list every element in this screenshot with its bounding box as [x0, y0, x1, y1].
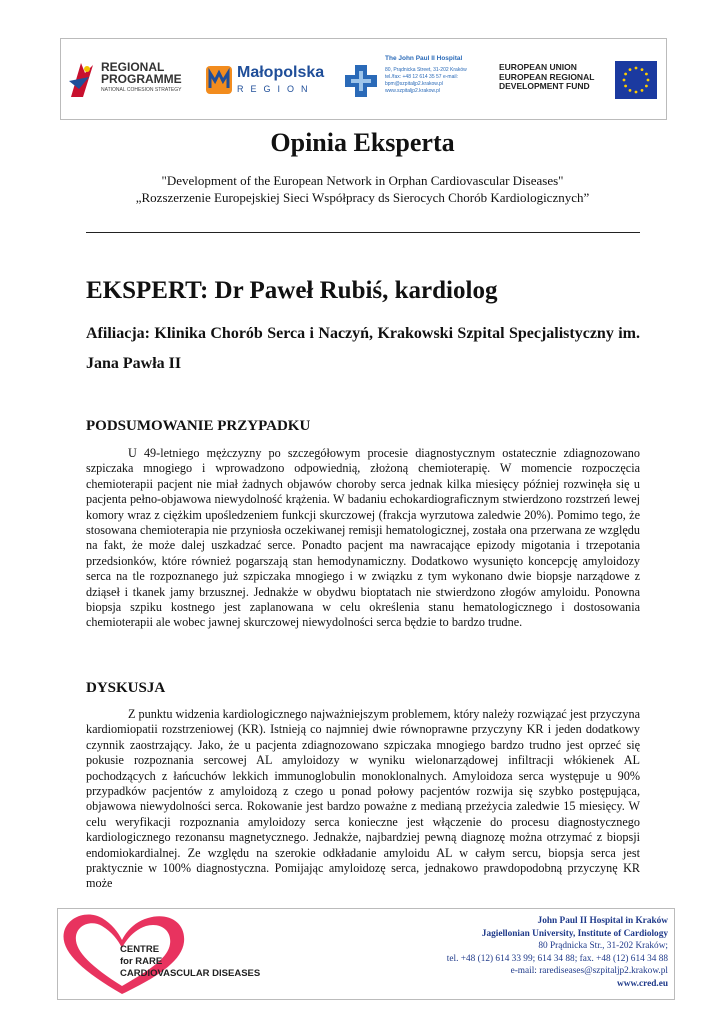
eu-flag-icon	[615, 61, 657, 99]
malopolska-shield-icon	[205, 65, 233, 95]
medical-cross-icon	[343, 63, 379, 99]
header-logo-bar	[60, 38, 667, 120]
malopolska-logo	[205, 63, 337, 99]
hospital-logo-line: 80, Prądnicka Street, 31-202 Kraków	[385, 67, 467, 73]
affiliation: Afiliacja: Klinika Chorób Serca i Naczyń, Krakowski Szpital Specjalistyczny im. Jana Pawła II	[86, 325, 640, 372]
hospital-logo-line: tel./fax: +48 12 614 35 57 e-mail:	[385, 74, 458, 80]
document-title: Opinia Eksperta	[270, 128, 455, 157]
footer-email[interactable]: e-mail: rarediseases@szpitaljp2.krakow.pl	[510, 966, 668, 977]
crd-logo-line: CARDIOVASCULAR DISEASES	[120, 968, 261, 979]
regional-programme-title: REGIONAL PROGRAMME	[101, 60, 182, 86]
crd-logo-line: CENTRE	[120, 944, 160, 955]
footer	[57, 908, 675, 1000]
footer-address: 80 Prądnicka Str., 31-202 Kraków;	[538, 941, 668, 952]
eu-logo-text: EUROPEAN UNION EUROPEAN REGIONAL DEVELOPMENT FUND	[499, 62, 595, 91]
discussion-text: Z punktu widzenia kardiologicznego najważniejszym problemem, który należy rozwiązać jest przyczyna kardiomiopatii rozstrzeniowej (KR). Istnieją co najmniej dwie równoprawne przyczyny KR i jeden dodatkowy czynnik zaostrzający. Jako, że u pacjenta zdiagnozowano szpiczaka mnogiego bardzo trudno jest oprzeć się pokusie rozpoznania sercowej AL amyloidozy w wyniku wielonarządowej infiltracji włókienek AL pochodzących z łańcuchów lekkich immunoglobulin monoklonalnych. Amyloidoza serca występuje u 90% przypadków pacjentów z amyloidozą z czego u ponad połowy pacjentów rozwija się szybko postępująca, objawowa niewydolności serca. Rokowanie jest bardzo poważne z medianą przeżycia zaledwie 15 miesięcy. W celu weryfikacji rozpoznania amyloidozy serca konieczne jest włączenie do procesu diagnostycznego kardiologicznego rezonansu magnetycznego. Jednakże, najbardziej pewną diagnozę można otrzymać z biopsji endomiokardialnej. Ze względu na szerokie odkładanie amyloidu AL w całym sercu, biopsja serca jest praktycznie w 100% diagnostyczna. Pomijając amyloidozę serca, jednakowo prawdopodobną przyczynę KR może	[86, 707, 640, 891]
footer-website[interactable]: www.cred.eu	[617, 978, 668, 989]
heart-icon	[60, 910, 270, 998]
subtitle-polish: „Rozszerzenie Europejskiej Sieci Współpracy ds Sierocych Chorób Kardiologicznych”	[135, 190, 590, 205]
hospital-logo	[343, 55, 483, 109]
regional-programme-logo	[67, 57, 197, 103]
crd-logo-line: for RARE	[120, 956, 163, 967]
hospital-logo-line: www.szpitaljp2.krakow.pl	[385, 88, 441, 94]
subtitle-english: "Development of the European Network in Orphan Cardiovascular Diseases"	[161, 173, 564, 188]
hospital-logo-line: bpm@szpitaljp2.krakow.pl	[385, 81, 443, 87]
eu-logo	[499, 61, 657, 101]
regional-programme-subtitle: NATIONAL COHESION STRATEGY	[101, 87, 182, 93]
malopolska-title: Małopolska	[237, 64, 325, 81]
document-subtitle	[0, 172, 725, 206]
footer-contact-info	[288, 915, 668, 991]
crd-logo	[60, 910, 270, 998]
title-divider	[86, 232, 640, 233]
discussion-heading: DYSKUSJA	[86, 680, 166, 696]
summary-heading: PODSUMOWANIE PRZYPADKU	[86, 418, 311, 434]
footer-hospital: John Paul II Hospital in Kraków	[537, 916, 668, 926]
summary-text: U 49-letniego mężczyzny po szczegółowym procesie diagnostycznym ostatecznie zdiagnozowano szpiczaka mnogiego i wprowadzono odpowiednią, złożoną chemioterapię. W momencie rozpoczęcia chemioterapii pacjent nie miał żadnych objawów choroby serca jednak kilka miesięcy później rozwinęła się u pacjenta pełno-objawowa niewydolność krążenia. W badaniu echokardiograficznym stwierdzono rozstrzeń lewej komory wraz z ciężkim upośledzeniem funkcji skurczowej (frakcja wyrzutowa zaledwie 20%). Pomimo tego, że stosowana chemioterapia nie przyniosła oczekiwanej remisji hematologicznej, została ona przerwana ze względu na fakt, że może dalej uszkadzać serce. Ponadto pacjent ma nawracające epizody migotania i trzepotania przedsionków, które również pogarszają stan hemodynamiczny. Dodatkowo wysunięto koncepcję amyloidozy serca na tle rozpoznanego już szpiczaka mnogiego i w związku z tym wykonano dwie biopsje narządowe z dziąseł i tkanek jamy brzusznej. Jednakże w obydwu bioptatach nie stwierdzono złogów amyloidu. Ponowna biopsja szpiku kostnego jest zaplanowana w celu określenia stanu hematologicznego i dostosowania chemioterapii ale wobec jawnej skurczowej niewydolności serca będzie to bardzo trudne.	[86, 446, 640, 630]
expert-heading: EKSPERT: Dr Paweł Rubiś, kardiolog	[86, 277, 498, 304]
footer-phones: tel. +48 (12) 614 33 99; 614 34 88; fax. +48 (12) 614 34 88	[446, 953, 668, 964]
footer-university: Jagiellonian University, Institute of Cardiology	[481, 928, 668, 939]
hospital-logo-name: The John Paul II Hospital	[385, 55, 463, 62]
regional-programme-emblem-icon	[67, 59, 97, 99]
malopolska-region: REGION	[237, 84, 315, 94]
